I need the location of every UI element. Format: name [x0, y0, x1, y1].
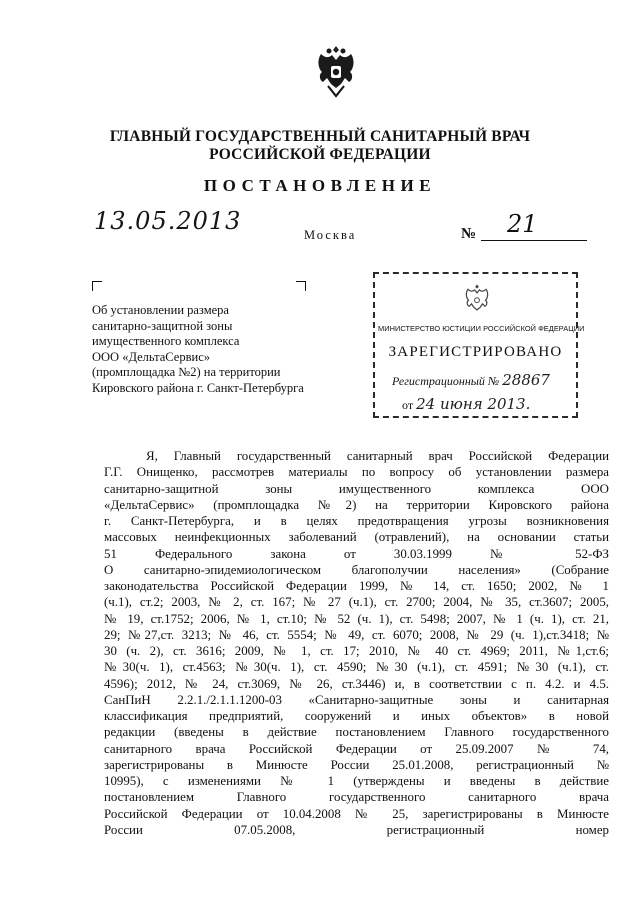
- body-line: СанПиН 2.2.1./2.1.1.1200-03 «Санитарно-защитные зоны и санитарная: [104, 692, 609, 707]
- body-line: редакции (введены в действие постановлением Главного государственного: [104, 725, 609, 740]
- subject-line: Кировского района г. Санкт-Петербурга: [92, 380, 304, 395]
- stamp-emblem-icon: [463, 282, 491, 316]
- body-line: 30 (ч. 2), ст. 3616; 2009, № 1, ст. 17; 2010, № 40 ст. 4969; 2011, №1,ст.6;: [104, 644, 609, 658]
- body-line: «ДельтаСервис» (промплощадка №2) на территории Кировского района: [104, 497, 609, 512]
- stamp-status: ЗАРЕГИСТРИРОВАНО: [388, 344, 563, 360]
- body-line: постановлением Главного государственного санитарного врача: [104, 790, 609, 805]
- body-line: зарегистрированы в Минюсте России 25.01.2008, регистрационный №: [104, 757, 609, 772]
- body-line: 51 Федерального закона от 30.03.1999 № 52-ФЗ: [104, 546, 609, 561]
- body-line: 29; №27,ст. 3213; № 46, ст. 5554; № 49, ст. 6070; 2008, № 29 (ч. 1),ст.3418; №: [104, 627, 609, 642]
- subject-line: (промплощадка №2) на территории: [92, 365, 281, 380]
- city-label: Москва: [304, 228, 357, 242]
- decree-body: [104, 448, 609, 838]
- body-line: Я, Главный государственный санитарный врач Российской Федерации: [146, 449, 609, 463]
- document-type-title: ПОСТАНОВЛЕНИЕ: [203, 176, 437, 195]
- body-line: (ч.1), ст.2; 2003, № 2, ст. 167; № 27 (ч.1), ст. 2700; 2004, № 35, ст.3607; 2005,: [104, 595, 609, 610]
- body-line: г. Санкт-Петербурга, и в целях предотвращения угрозы возникновения: [104, 514, 609, 528]
- handwritten-number: 21: [507, 210, 538, 238]
- body-line: законодательства Российской Федерации 1999, № 14, ст. 1650; 2002, № 1: [104, 579, 609, 593]
- subject-corner-left: [92, 281, 102, 291]
- stamp-ministry: МИНИСТЕРСТВО ЮСТИЦИИ РОССИЙСКОЙ ФЕДЕРАЦИИ: [378, 324, 585, 333]
- issuer-subtitle: РОССИЙСКОЙ ФЕДЕРАЦИИ: [209, 146, 431, 163]
- registration-stamp: [373, 272, 585, 418]
- body-line: 4596); 2012, № 24, ст.3069, № 26, ст.3446) и, в соответствии с п. 4.2. и 4.5.: [104, 676, 609, 691]
- body-line: Г.Г. Онищенко, рассмотрев материалы по вопросу об установлении размера: [104, 465, 609, 480]
- body-line: № 19, ст.1752; 2006, № 1, ст.10; № 52 (ч. 1), ст. 5498; 2007, № 1 (ч. 1), ст. 21,: [104, 611, 609, 626]
- stamp-reg-number-row: [392, 371, 550, 389]
- stamp-reg-label: Регистрационный №: [392, 374, 500, 388]
- subject-line: санитарно-защитной зоны: [92, 318, 233, 333]
- number-underline: [481, 240, 587, 241]
- body-line: О санитарно-эпидемиологическом благополучии населения» (Собрание: [104, 562, 609, 577]
- issuer-title: ГЛАВНЫЙ ГОСУДАРСТВЕННЫЙ САНИТАРНЫЙ ВРАЧ: [109, 128, 531, 145]
- subject-line: имущественного комплекса: [92, 334, 240, 349]
- russian-emblem-icon: [313, 42, 359, 98]
- stamp-date-row: [402, 395, 530, 413]
- subject-line: ООО «ДельтаСервис»: [92, 349, 210, 364]
- body-line: санитарного врача Российской Федерации от 25.09.2007 № 74,: [104, 741, 609, 756]
- body-line: 10995), с изменениями № 1 (утверждены и введены в действие: [104, 774, 609, 788]
- body-line: классификация предприятий, сооружений и иных объектов» в новой: [104, 709, 609, 723]
- body-line: Российской Федерации от 10.04.2008 № 25, зарегистрированы в Минюсте: [104, 806, 609, 821]
- stamp-date: 24 июня 2013.: [416, 395, 531, 413]
- subject-line: Об установлении размера: [92, 303, 229, 317]
- subject-block: [92, 303, 322, 397]
- stamp-reg-number: 28867: [502, 371, 550, 389]
- subject-corner-right: [296, 281, 306, 291]
- body-line: санитарно-защитной зоны имущественного комплекса ООО: [104, 481, 609, 496]
- handwritten-date: 13.05.2013: [94, 207, 242, 235]
- body-line: №30(ч. 1), ст.4563; №30(ч. 1), ст. 4590; №30 (ч.1), ст. 4591; №30 (ч.1), ст.: [104, 660, 609, 675]
- number-sign: №: [461, 226, 477, 242]
- body-line: России 07.05.2008, регистрационный номер: [104, 822, 609, 837]
- stamp-from-label: от: [402, 398, 414, 412]
- body-line: массовых неинфекционных заболеваний (отравлений), на основании статьи: [104, 530, 609, 545]
